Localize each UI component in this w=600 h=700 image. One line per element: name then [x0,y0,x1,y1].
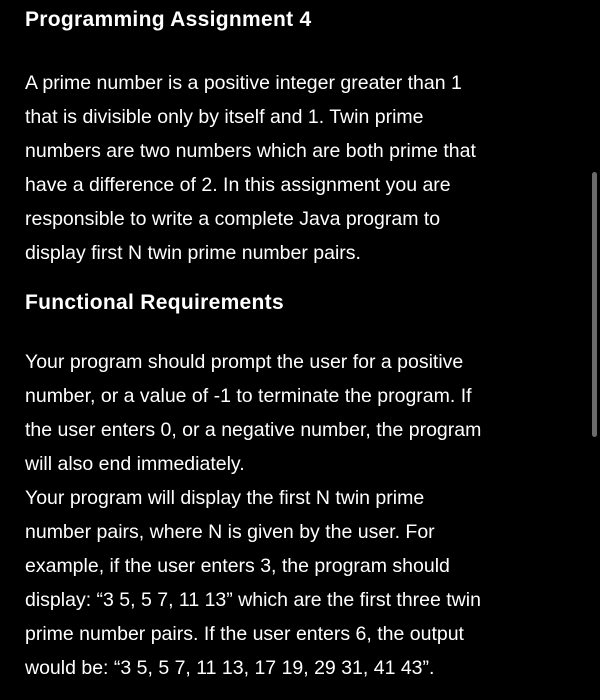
requirement-line: will also end immediately. [25,453,245,475]
requirement-line: prime number pairs. If the user enters 6, the output [25,623,464,645]
requirement-line: would be: “3 5, 5 7, 11 13, 17 19, 29 31, 41 43”. [25,657,435,679]
section-heading: Functional Requirements [25,291,284,314]
requirement-line: Your program will display the first N twin prime [25,487,425,509]
requirement-line: display: “3 5, 5 7, 11 13” which are the first three twin [25,589,481,611]
intro-line: display first N twin prime number pairs. [25,242,361,264]
scrollbar-thumb[interactable] [592,172,597,437]
intro-paragraph [25,66,476,270]
intro-line: numbers are two numbers which are both prime that [25,140,476,162]
requirement-line: Your program should prompt the user for a positive [25,351,464,373]
requirement-line: example, if the user enters 3, the program should [25,555,450,577]
intro-line: have a difference of 2. In this assignment you are [25,174,451,196]
intro-line: responsible to write a complete Java program to [25,208,441,230]
requirement-paragraph-2 [25,481,481,685]
requirement-line: number pairs, where N is given by the user. For [25,521,435,543]
intro-line: that is divisible only by itself and 1. Twin prime [25,106,424,128]
intro-line: A prime number is a positive integer greater than 1 [25,72,462,94]
requirement-line: number, or a value of -1 to terminate the program. If [25,385,472,407]
page-title: Programming Assignment 4 [25,8,312,31]
requirement-paragraph-1 [25,345,481,481]
vertical-scrollbar[interactable] [590,0,600,700]
requirement-line: the user enters 0, or a negative number, the program [25,419,482,441]
